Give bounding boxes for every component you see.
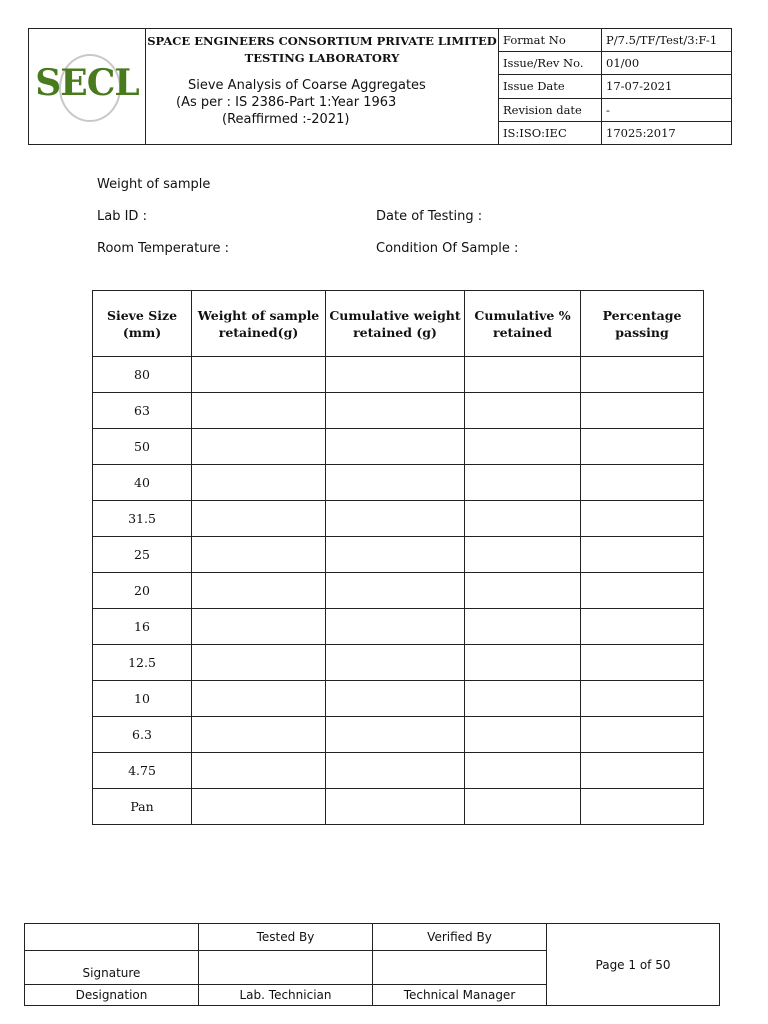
percentage-passing-cell[interactable] [581, 753, 704, 789]
weight-retained-cell[interactable] [192, 609, 326, 645]
percentage-passing-cell[interactable] [581, 789, 704, 825]
meta-label-format: Format No [499, 29, 602, 52]
verified-by-signature-field[interactable] [373, 951, 547, 985]
cumulative-percent-cell[interactable] [465, 645, 581, 681]
title-line-2: (As per : IS 2386-Part 1:Year 1963 [176, 95, 397, 110]
col-header-text: retained [493, 324, 552, 340]
col-header-text: Weight of sample [197, 307, 320, 323]
cumulative-percent-cell[interactable] [465, 357, 581, 393]
percentage-passing-cell[interactable] [581, 357, 704, 393]
cumulative-weight-cell[interactable] [326, 789, 465, 825]
meta-label-standard: IS:ISO:IEC [499, 121, 602, 144]
percentage-passing-cell[interactable] [581, 645, 704, 681]
weight-retained-cell[interactable] [192, 393, 326, 429]
percentage-passing-cell[interactable] [581, 501, 704, 537]
sieve-table-row [93, 645, 704, 681]
col-header-cumulative-percent [465, 291, 581, 357]
percentage-passing-cell[interactable] [581, 393, 704, 429]
weight-retained-cell[interactable] [192, 645, 326, 681]
verified-by-header: Verified By [373, 924, 547, 951]
col-header-text: Cumulative weight [329, 307, 461, 323]
col-header-cumulative-weight [326, 291, 465, 357]
condition-of-sample-label: Condition Of Sample : [376, 241, 519, 256]
cumulative-percent-cell[interactable] [465, 681, 581, 717]
logo-text: SECL [35, 61, 139, 104]
document-title [176, 77, 498, 128]
sieve-size-cell: 50 [93, 429, 192, 465]
sieve-size-cell: 4.75 [93, 753, 192, 789]
sieve-table-row [93, 681, 704, 717]
meta-value-format: P/7.5/TF/Test/3:F-1 [602, 29, 732, 52]
tested-by-signature-field[interactable] [199, 951, 373, 985]
sieve-size-cell: 40 [93, 465, 192, 501]
col-header-text: Sieve Size [106, 307, 178, 323]
tested-by-header: Tested By [199, 924, 373, 951]
cumulative-weight-cell[interactable] [326, 609, 465, 645]
cumulative-percent-cell[interactable] [465, 429, 581, 465]
designation-label: Designation [25, 985, 199, 1006]
sieve-size-cell: 25 [93, 537, 192, 573]
sieve-size-cell: 31.5 [93, 501, 192, 537]
sieve-table-row [93, 789, 704, 825]
percentage-passing-cell[interactable] [581, 717, 704, 753]
sieve-table-row [93, 609, 704, 645]
weight-retained-cell[interactable] [192, 429, 326, 465]
percentage-passing-cell[interactable] [581, 681, 704, 717]
logo-cell [29, 29, 146, 145]
sieve-size-cell: 20 [93, 573, 192, 609]
weight-retained-cell[interactable] [192, 753, 326, 789]
sieve-size-cell: 12.5 [93, 645, 192, 681]
col-header-text: retained(g) [218, 324, 299, 340]
sieve-table-row [93, 357, 704, 393]
weight-retained-cell[interactable] [192, 537, 326, 573]
sieve-table-row [93, 465, 704, 501]
cumulative-percent-cell[interactable] [465, 609, 581, 645]
cumulative-weight-cell[interactable] [326, 573, 465, 609]
date-of-testing-label: Date of Testing : [376, 209, 483, 224]
cumulative-percent-cell[interactable] [465, 465, 581, 501]
percentage-passing-cell[interactable] [581, 429, 704, 465]
sieve-table-header-row [93, 291, 704, 357]
weight-retained-cell[interactable] [192, 465, 326, 501]
meta-label-revision-date: Revision date [499, 98, 602, 121]
weight-retained-cell[interactable] [192, 357, 326, 393]
meta-value-revision-date: - [602, 98, 732, 121]
sieve-table-body [93, 357, 704, 825]
percentage-passing-cell[interactable] [581, 573, 704, 609]
col-header-text: (mm) [122, 324, 162, 340]
lab-name: TESTING LABORATORY [244, 51, 400, 65]
signature-table [24, 923, 720, 1006]
secl-logo [33, 52, 141, 122]
meta-value-issue-rev: 01/00 [602, 52, 732, 75]
sieve-table-row [93, 393, 704, 429]
weight-retained-cell[interactable] [192, 789, 326, 825]
signature-label: Signature [25, 951, 199, 985]
cumulative-weight-cell[interactable] [326, 429, 465, 465]
cumulative-weight-cell[interactable] [326, 537, 465, 573]
col-header-weight-retained [192, 291, 326, 357]
cumulative-percent-cell[interactable] [465, 393, 581, 429]
cumulative-weight-cell[interactable] [326, 681, 465, 717]
weight-of-sample-label: Weight of sample [97, 177, 211, 192]
col-header-text: Percentage [602, 307, 682, 323]
sieve-table-row [93, 573, 704, 609]
cumulative-percent-cell[interactable] [465, 717, 581, 753]
cumulative-percent-cell[interactable] [465, 573, 581, 609]
tested-by-designation: Lab. Technician [199, 985, 373, 1006]
cumulative-weight-cell[interactable] [326, 357, 465, 393]
sieve-analysis-table [92, 290, 704, 825]
lab-id-label: Lab ID : [97, 209, 147, 224]
percentage-passing-cell[interactable] [581, 609, 704, 645]
title-line-3: (Reaffirmed :-2021) [222, 112, 350, 127]
meta-label-issue-date: Issue Date [499, 75, 602, 98]
document-header [28, 28, 732, 145]
sieve-size-cell: Pan [93, 789, 192, 825]
footer-empty-cell [25, 924, 199, 951]
title-cell [146, 29, 499, 145]
cumulative-percent-cell[interactable] [465, 501, 581, 537]
weight-retained-cell[interactable] [192, 681, 326, 717]
cumulative-weight-cell[interactable] [326, 753, 465, 789]
cumulative-percent-cell[interactable] [465, 753, 581, 789]
col-header-sieve-size [93, 291, 192, 357]
sieve-size-cell: 63 [93, 393, 192, 429]
page-number: Page 1 of 50 [547, 924, 720, 1006]
weight-retained-cell[interactable] [192, 717, 326, 753]
meta-value-standard: 17025:2017 [602, 121, 732, 144]
sieve-table-row [93, 429, 704, 465]
cumulative-percent-cell[interactable] [465, 537, 581, 573]
sieve-size-cell: 10 [93, 681, 192, 717]
cumulative-weight-cell[interactable] [326, 393, 465, 429]
col-header-text: retained (g) [353, 324, 437, 340]
cumulative-weight-cell[interactable] [326, 465, 465, 501]
weight-retained-cell[interactable] [192, 501, 326, 537]
cumulative-weight-cell[interactable] [326, 717, 465, 753]
weight-retained-cell[interactable] [192, 573, 326, 609]
col-header-text: passing [615, 324, 669, 340]
meta-label-issue-rev: Issue/Rev No. [499, 52, 602, 75]
cumulative-weight-cell[interactable] [326, 501, 465, 537]
sieve-table-row [93, 717, 704, 753]
sieve-size-cell: 80 [93, 357, 192, 393]
percentage-passing-cell[interactable] [581, 537, 704, 573]
cumulative-weight-cell[interactable] [326, 645, 465, 681]
sieve-table-row [93, 537, 704, 573]
col-header-text: Cumulative % [474, 307, 571, 323]
verified-by-designation: Technical Manager [373, 985, 547, 1006]
sieve-size-cell: 6.3 [93, 717, 192, 753]
sieve-size-cell: 16 [93, 609, 192, 645]
company-name: SPACE ENGINEERS CONSORTIUM PRIVATE LIMITED [147, 34, 497, 48]
sieve-table-row [93, 753, 704, 789]
cumulative-percent-cell[interactable] [465, 789, 581, 825]
title-line-1: Sieve Analysis of Coarse Aggregates [188, 78, 426, 93]
percentage-passing-cell[interactable] [581, 465, 704, 501]
meta-value-issue-date: 17-07-2021 [602, 75, 732, 98]
room-temperature-label: Room Temperature : [97, 241, 230, 256]
sieve-table-row [93, 501, 704, 537]
col-header-percentage-passing [581, 291, 704, 357]
